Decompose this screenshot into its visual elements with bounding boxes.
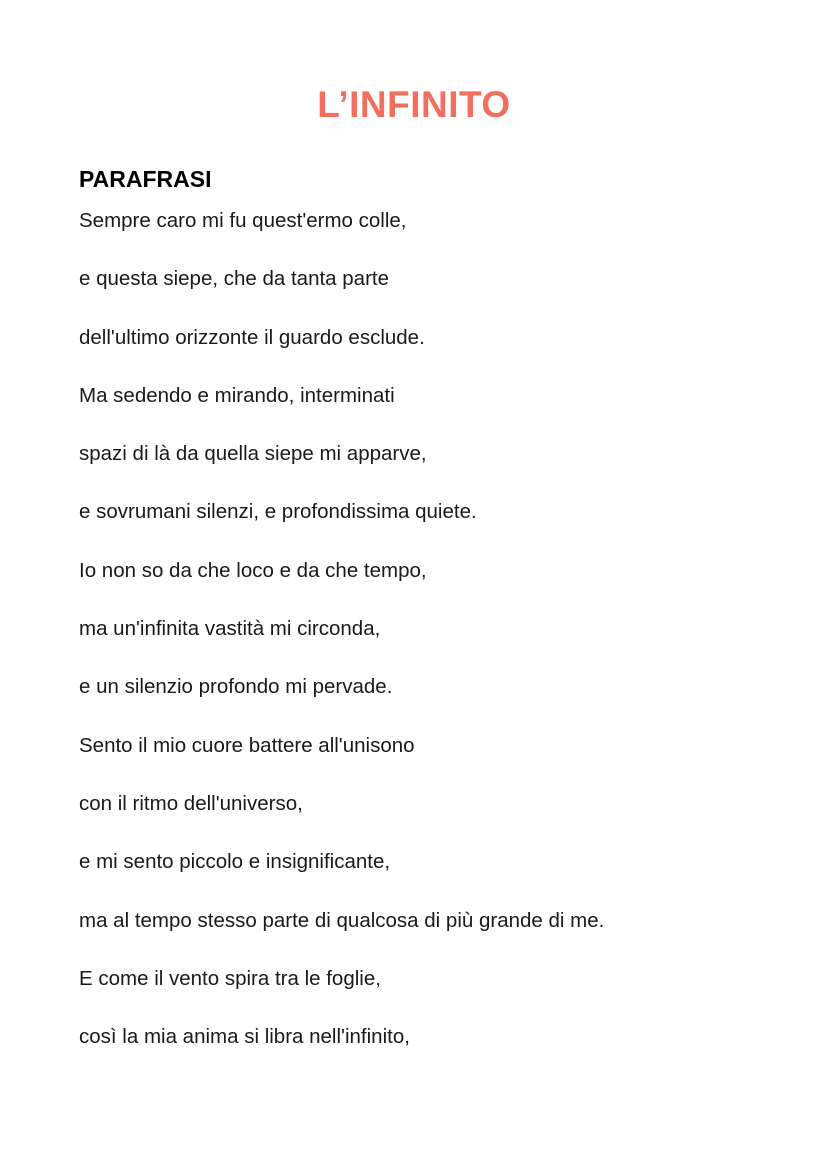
text-line: E come il vento spira tra le foglie, [79,966,381,990]
text-line: così la mia anima si libra nell'infinito, [79,1025,410,1049]
section-heading: PARAFRASI [79,166,212,192]
text-line: ma un'infinita vastità mi circonda, [79,617,381,641]
paraphrase-lines [79,207,779,1081]
text-line: e un silenzio profondo mi pervade. [79,675,393,699]
text-line: con il ritmo dell'universo, [79,791,303,815]
text-line: e mi sento piccolo e insignificante, [79,850,391,874]
text-line: Io non so da che loco e da che tempo, [79,558,427,582]
text-line: Sempre caro mi fu quest'ermo colle, [79,209,407,232]
text-line: ma al tempo stesso parte di qualcosa di più grande di me. [79,908,605,932]
text-line: spazi di là da quella siepe mi apparve, [79,442,427,466]
text-line: e questa siepe, che da tanta parte [79,267,390,291]
document-title: L’INFINITO [317,84,511,125]
text-line: Ma sedendo e mirando, interminati [79,383,395,407]
text-line: Sento il mio cuore battere all'unisono [79,733,415,757]
text-line: dell'ultimo orizzonte il guardo esclude. [79,325,425,349]
text-line: e sovrumani silenzi, e profondissima quiete. [79,500,477,524]
